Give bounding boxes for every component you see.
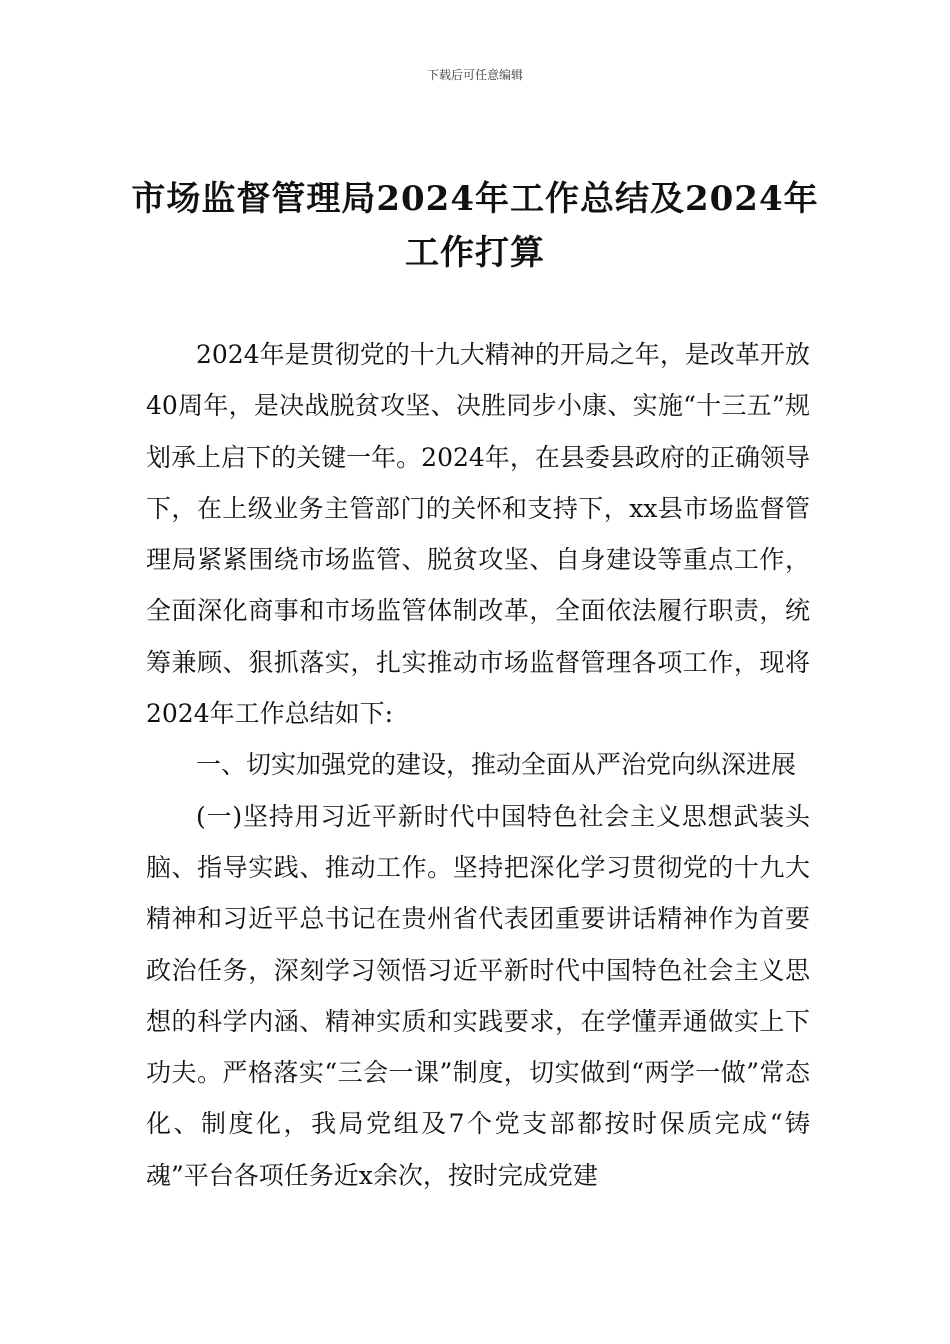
subsection-paragraph-1: (一)坚持用习近平新时代中国特色社会主义思想武装头脑、指导实践、推动工作。坚持把深化学习贯彻党的十九大精神和习近平总书记在贵州省代表团重要讲话精神作为首要政治任务，深刻学习领悟习近平新时代中国特色社会主义思想的科学内涵、精神实质和实践要求，在学懂弄通做实上下功夫。严格落实“三会一课”制度，切实做到“两学一做”常态化、制度化，我局党组及7个党支部都按时保质完成“铸魂”平台各项任务近x余次，按时完成党建 xyxy=(146,801,810,1190)
title-line-2: 工作打算 xyxy=(405,233,545,273)
header-note: 下载后可任意编辑 xyxy=(426,68,523,82)
document-body xyxy=(146,329,810,1201)
title-line-1: 市场监督管理局2024年工作总结及2024年 xyxy=(131,179,819,219)
document-title xyxy=(130,172,820,280)
intro-paragraph: 2024年是贯彻党的十九大精神的开局之年，是改革开放40周年，是决战脱贫攻坚、决胜同步小康、实施“十三五”规划承上启下的关键一年。2024年，在县委县政府的正确领导下，在上级业务主管部门的关怀和支持下，xx县市场监督管理局紧紧围绕市场监管、脱贫攻坚、自身建设等重点工作，全面深化商事和市场监管体制改革，全面依法履行职责，统筹兼顾、狠抓落实，扎实推动市场监督管理各项工作，现将2024年工作总结如下: xyxy=(146,340,810,729)
section-heading-1: 一、切实加强党的建设，推动全面从严治党向纵深进展 xyxy=(196,750,797,780)
